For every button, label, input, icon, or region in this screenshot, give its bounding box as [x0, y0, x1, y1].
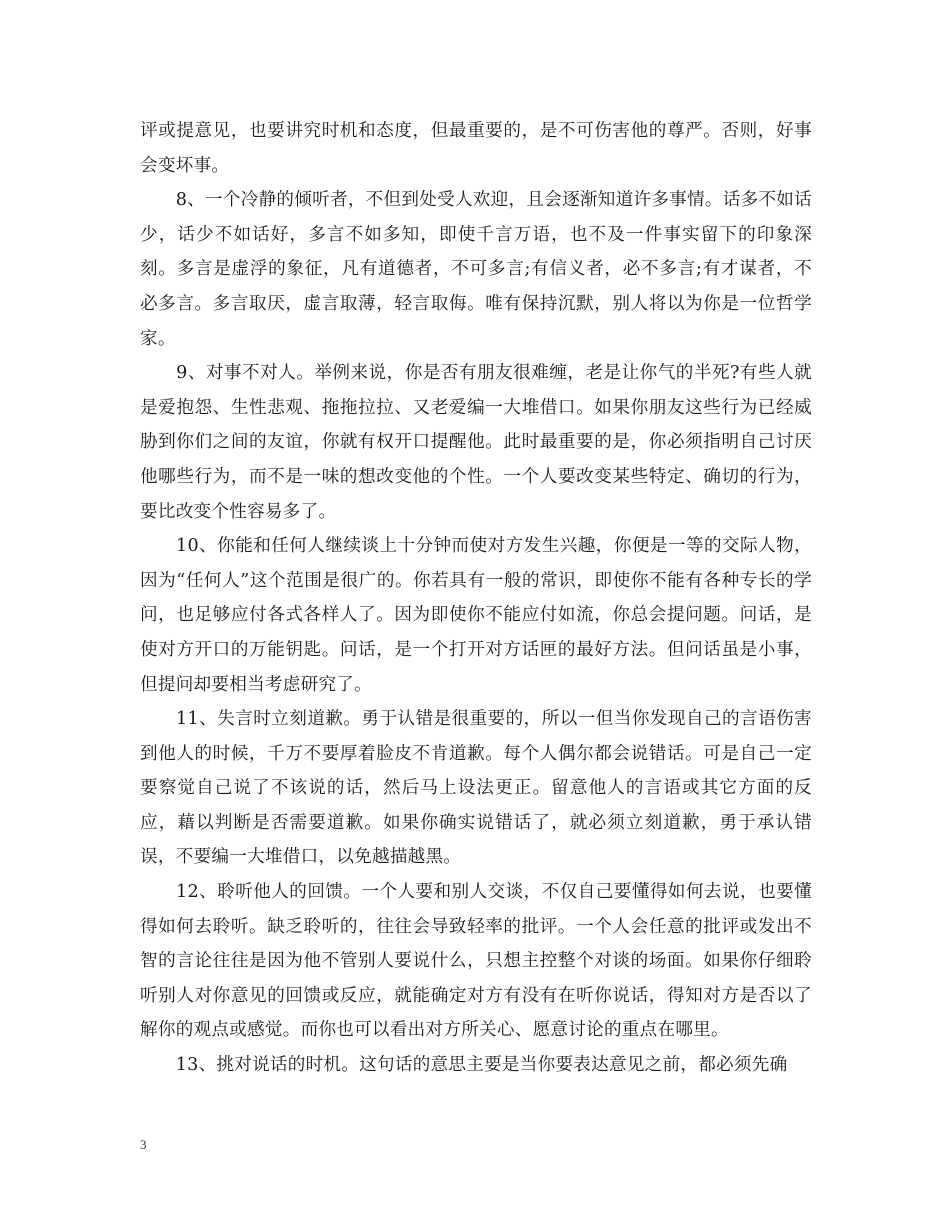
- document-body: [140, 114, 812, 1083]
- paragraph-continuation: 评或提意见，也要讲究时机和态度，但最重要的，是不可伤害他的尊严。否则，好事会变坏事。: [140, 121, 812, 176]
- paragraph-9: 9、对事不对人。举例来说，你是否有朋友很难缠，老是让你气的半死?有些人就是爱抱怨、生性悲观、拖拖拉拉、又老爱编一大堆借口。如果你朋友这些行为已经威胁到你们之间的友谊，你就有权开口提醒他。此时最重要的是，你必须指明自己讨厌他哪些行为，而不是一味的想改变他的个性。一个人要改变某些特定、确切的行为，要比改变个性容易多了。: [140, 363, 812, 522]
- paragraph-10: 10、你能和任何人继续谈上十分钟而使对方发生兴趣，你便是一等的交际人物，因为“任何人”这个范围是很广的。你若具有一般的常识，即使你不能有各种专长的学问，也足够应付各式各样人了。因为即使你不能应付如流，你总会提问题。问话，是使对方开口的万能钥匙。问话，是一个打开对方话匣的最好方法。但问话虽是小事，但提问却要相当考虑研究了。: [140, 536, 812, 695]
- paragraph-8: 8、一个冷静的倾听者，不但到处受人欢迎，且会逐渐知道许多事情。话多不如话少，话少不如话好，多言不如多知，即使千言万语，也不及一件事实留下的印象深刻。多言是虚浮的象征，凡有道德者，不可多言;有信义者，必不多言;有才谋者，不必多言。多言取厌，虚言取薄，轻言取侮。唯有保持沉默，别人将以为你是一位哲学家。: [140, 190, 812, 349]
- paragraph-13: 13、挑对说话的时机。这句话的意思主要是当你要表达意见之前，都必须先确: [140, 1055, 788, 1076]
- page-number: 3: [140, 1137, 147, 1152]
- paragraph-12: 12、聆听他人的回馈。一个人要和别人交谈，不仅自己要懂得如何去说，也要懂得如何去聆听。缺乏聆听的，往往会导致轻率的批评。一个人会任意的批评或发出不智的言论往往是因为他不管别人要说什么，只想主控整个对谈的场面。如果你仔细聆听别人对你意见的回馈或反应，就能确定对方有没有在听你说话，得知对方是否以了解你的观点或感觉。而你也可以看出对方所关心、愿意讨论的重点在哪里。: [140, 882, 812, 1041]
- paragraph-11: 11、失言时立刻道歉。勇于认错是很重要的，所以一但当你发现自己的言语伤害到他人的时候，千万不要厚着脸皮不肯道歉。每个人偶尔都会说错话。可是自己一定要察觉自己说了不该说的话，然后马上设法更正。留意他人的言语或其它方面的反应，藉以判断是否需要道歉。如果你确实说错话了，就必须立刻道歉，勇于承认错误，不要编一大堆借口，以免越描越黑。: [140, 709, 812, 868]
